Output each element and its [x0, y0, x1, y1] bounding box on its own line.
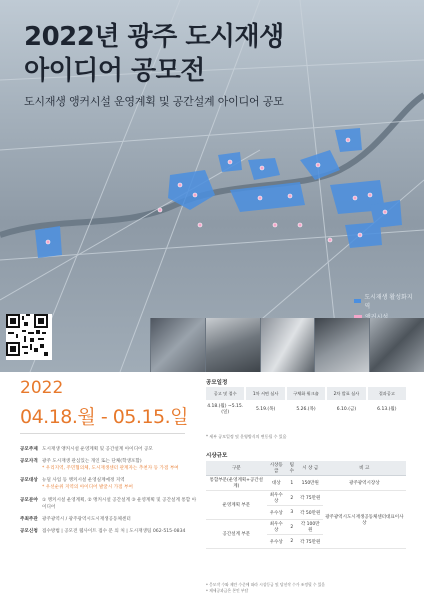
prize-teams: 3 [286, 506, 298, 520]
facility-photo [150, 318, 205, 372]
prize-remark: 광주광역시도시재생공동체센터대표이사상 [323, 491, 406, 549]
info-row-field [20, 497, 200, 511]
prize-header: 시 상 금 [298, 461, 323, 476]
info-row-organizer [20, 516, 200, 523]
facility-photo [314, 318, 369, 372]
info-label: 공모신청 [20, 528, 38, 534]
info-value: 뉴딜 사업 등 앵커시설 운영실계예정 지역 [42, 478, 125, 484]
prize-grade: 최우수상 [267, 520, 286, 535]
prize-grade: 최우수상 [267, 491, 286, 506]
info-label: 공모주제 [20, 447, 38, 452]
divider [20, 433, 185, 434]
prize-teams: 2 [286, 491, 298, 506]
schedule-step: 구체화 워크숍 [287, 387, 325, 400]
prize-amount: 150만원 [298, 476, 323, 491]
schedule-title: 공모일정 [206, 380, 228, 386]
prize-grade: 우수상 [267, 506, 286, 520]
prize-amount: 각 75만원 [298, 491, 323, 506]
prize-row [206, 476, 406, 491]
prize-amount: 각 50만원 [298, 506, 323, 520]
info-row-target [20, 477, 200, 491]
schedule-table [206, 387, 406, 418]
facility-photo [260, 318, 315, 372]
prize-notes [206, 582, 325, 594]
prize-grade: 대상 [267, 476, 286, 491]
prize-title: 시상규모 [206, 453, 228, 459]
info-row-topic [20, 446, 200, 453]
poster-subtitle: 도시재생 앵커시설 운영계획 및 공간설계 아이디어 공모 [24, 95, 284, 108]
prize-group: 공간설계 부문 [206, 520, 267, 549]
poster-title-line1: 2022년 광주 도시재생 [24, 22, 284, 52]
info-label: 주최주관 [20, 516, 38, 522]
info-row-apply [20, 528, 200, 535]
qr-code-image [6, 314, 48, 356]
prize-teams: 2 [286, 520, 298, 535]
facility-photo [205, 318, 260, 372]
prize-amount: 각 100만원 [298, 520, 323, 535]
info-note: * 우리지역, 주민협의체, 도시재생센터 관계자는 추천자 등 가점 부여 [42, 466, 179, 472]
schedule-date: 5.26.(목) [296, 407, 316, 412]
prize-group: 통합부문(운영계획+공간설계) [206, 476, 267, 491]
info-label: 공모분야 [20, 497, 38, 503]
schedule-date: 6.13.(월) [377, 407, 397, 412]
prize-grade: 우수상 [267, 535, 286, 549]
info-note: * 우선순위 지역의 아이디어 발굴시 가점 부여 [42, 485, 133, 491]
info-row-eligibility [20, 458, 200, 472]
prize-header: 비 고 [323, 461, 406, 476]
prize-table [206, 461, 406, 549]
prize-row [206, 491, 406, 506]
prize-teams: 2 [286, 535, 298, 549]
prize-amount: 각 75만원 [298, 535, 323, 549]
info-label: 공모자격 [20, 459, 38, 465]
contest-info-list [20, 446, 200, 540]
prize-group: 운영계획 부문 [206, 491, 267, 520]
contest-period: 04.18.월 - 05.15.일 [20, 406, 189, 428]
schedule-date: 6.10.(금) [336, 407, 357, 412]
schedule-step: 2차 발표 심사 [327, 387, 365, 400]
prize-teams: 1 [286, 476, 298, 491]
info-value: 광주광역시 / 광주광역시도시재생공동체센터 [42, 516, 131, 522]
schedule-date: 5.19.(목) [255, 407, 276, 412]
info-value: ① 앵커시설 운영계획, ② 앵커시설 공간설계 ③ 운영계획 및 공간설계 통합 아이디어 [42, 497, 197, 510]
schedule-step: 1차 서면 심사 [246, 387, 284, 400]
schedule-step: 결과공고 [368, 387, 406, 400]
schedule-step: 공고 및 접수 [206, 387, 244, 400]
schedule-note: * 세부 공모일정 및 운영방식의 변동될 수 있음 [206, 434, 287, 439]
info-value: 도시재생 앵커시설 운영계획 및 공간설계 아이디어 공모 [42, 447, 153, 452]
anchor-facility-photos [150, 318, 424, 372]
info-label: 공모대상 [20, 478, 38, 484]
schedule-date: 4.18.(월) ~5.15.(일) [207, 404, 244, 415]
legend-label: 도시재생 활성화지역 [364, 294, 413, 310]
prize-header: 구분 [206, 461, 267, 476]
prize-note: * 응모작 수와 제안 수준에 따라 시상등급 및 당선작 수가 조정될 수 있음 [206, 582, 326, 587]
facility-photo [369, 318, 424, 372]
info-value: 광주 도시재생 관심있는 개인 또는 단체(학생포함) [42, 459, 142, 465]
prize-header: 팀 수 [286, 461, 298, 476]
legend-item-zone [354, 292, 414, 310]
info-value[interactable]: 접수방법 | 공모전 웹사이트 접수 문 의 처 | 도시재생팀 062-515-0834 [42, 528, 186, 534]
poster-title-line2: 아이디어 공모전 [24, 56, 205, 86]
contest-year: 2022 [20, 378, 64, 398]
prize-remark: 광주광역시장상 [323, 476, 406, 491]
prize-header: 시상등급 [267, 461, 286, 476]
qr-code[interactable] [6, 314, 52, 360]
prize-note: * 제세공과금은 본인 부담 [206, 588, 249, 594]
